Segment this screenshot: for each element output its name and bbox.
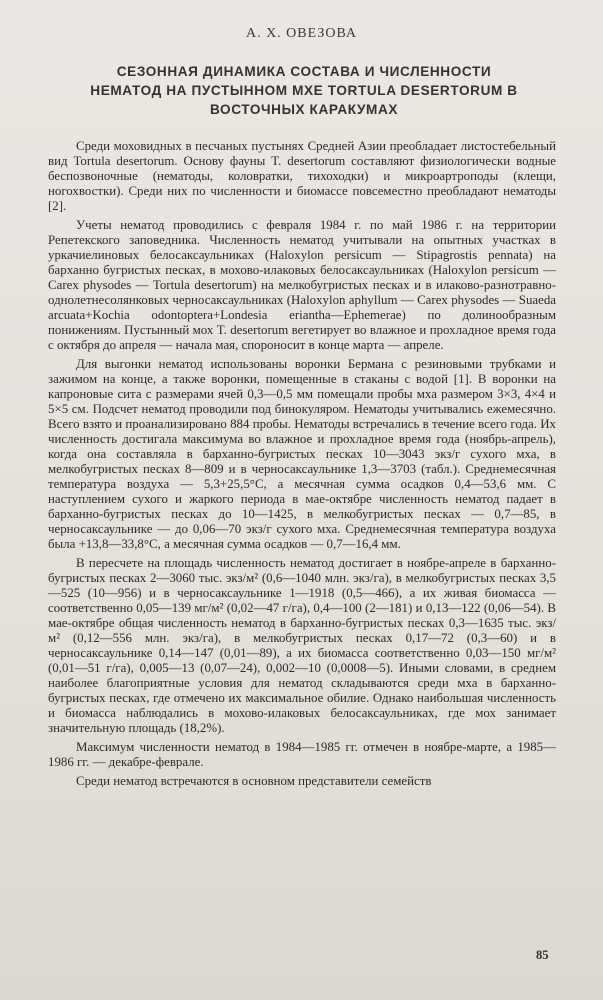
- paragraph-intro: Среди моховидных в песчаных пустынях Средней Азии преобладает листостебельный вид Tortula desertorum. Основу фауны T. desertorum составляют физиологически водные беспозвоночные (нематоды, коловратки, тихоходки) и микроартроподы (клещи, ногохвостки). Среди них по численности и биомассе повсеместно преобладают нематоды [2].: [48, 139, 556, 213]
- article-author: А. Х. ОВЕЗОВА: [245, 26, 358, 41]
- paragraph-maximum: Максимум численности нематод в 1984—1985 гг. отмечен в ноябре-марте, а 1985—1986 гг. — декабре-феврале.: [48, 740, 556, 769]
- paragraph-area-density: В пересчете на площадь численность нематод достигает в ноябре-апреле в барханно-бугристых песках 2—3060 тыс. экз/м² (0,6—1040 млн. экз/га), в мелкобугристых песках 3,5—525 (10—956) и в черносаксаульнике 1—1918 (0,5—466), а их живая биомасса — соответственно 0,05—139 мг/м² (0,02—47 г/га), 0,4—100 (2—181) и 0,13—122 (0,06—54). В мае-октябре общая численность нематод в барханно-бугристых песках 0,3—1635 тыс. экз/м² (0,12—556 млн. экз/га), в мелкобугристых песках 0,17—72 (0,3—60) и в черносаксаульнике 0,14—147 (0,01—89), а их биомасса соответственно 0,03—150 мг/м² (0,01—51 г/га), 0,005—13 (0,07—24), 0,002—10 (0,0008—5). Иными словами, в среднем наиболее благоприятные условия для нематод складываются среди мха в барханно-бугристых песках, где отмечено их максимальное обилие. Однако наибольшая численность и биомасса наблюдались в мохово-илаковых белосаксаульниках, где мох занимает значительную площадь (18,2%).: [48, 556, 556, 735]
- paragraph-families: Среди нематод встречаются в основном представители семейств: [76, 774, 432, 788]
- page-number: 85: [536, 948, 549, 962]
- article-body: [48, 139, 556, 789]
- paragraph-methods: Для выгонки нематод использованы воронки Бермана с резиновыми трубками и зажимом на конце, а также воронки, помещенные в стаканы с водой [1]. В воронки на капроновые сита с размерами ячей 0,3—0,5 мм помещали пробы мха размером 3×3, 4×4 и 5×5 см. Подсчет нематод проводили под бинокуляром. Нематоды учитывались ежемесячно. Всего взято и проанализировано 884 пробы. Нематоды встречались в течение всего года. Их численность достигала максимума во влажное и прохладное время года (ноябрь-апрель), когда она составляла в барханно-бугристых песках 10—3043 экз/г сухого мха, в мелкобугристых песках 8—809 и в черносаксаульнике 1,3—3703 (табл.). Среднемесячная температура воздуха — 5,3+25,5°С, а месячная сумма осадков 0,4—53,6 мм. С наступлением сухого и жаркого периода в мае-октябре численность нематод падает в барханно-бугристых песках до 10—1425, в мелкобугристых песках — 0,7—85, в черносаксаульнике — до 0,06—70 экз/г сухого мха. Среднемесячная температура воздуха была +13,8—33,8°С, а месячная сумма осадков — 0,7—16,4 мм.: [48, 357, 556, 551]
- article-title: СЕЗОННАЯ ДИНАМИКА СОСТАВА И ЧИСЛЕННОСТИ НЕМАТОД НА ПУСТЫННОМ МХЕ TORTULA DESERTORUM В ВОСТОЧНЫХ КАРАКУМАХ: [90, 64, 518, 117]
- paragraph-study-sites: Учеты нематод проводились с февраля 1984 г. по май 1986 г. на территории Репетекского заповедника. Численность нематод учитывали на опытных участках в уркачиелиновых белосаксаульниках (Haloxylon persicum — Stipagrostis pennata) на барханно бугристых песках, в мохово-илаковых белосаксаульниках (Haloxylon persicum — Carex physodes — Tortula desertorum) на мелкобугристых песках и в илаково-разнотравно-однолетнесолянковых черносаксаульниках (Haloxylon aphyllum — Carex physodes — Suaeda arcuata+Kochia odontoptera+Londesia eriantha—Ephemerae) по долинообразным понижениям. Пустынный мох T. desertorum вегетирует во влажное и прохладное время года с октября до апреля — начала мая, спороносит в конце марта — апреле.: [48, 218, 556, 352]
